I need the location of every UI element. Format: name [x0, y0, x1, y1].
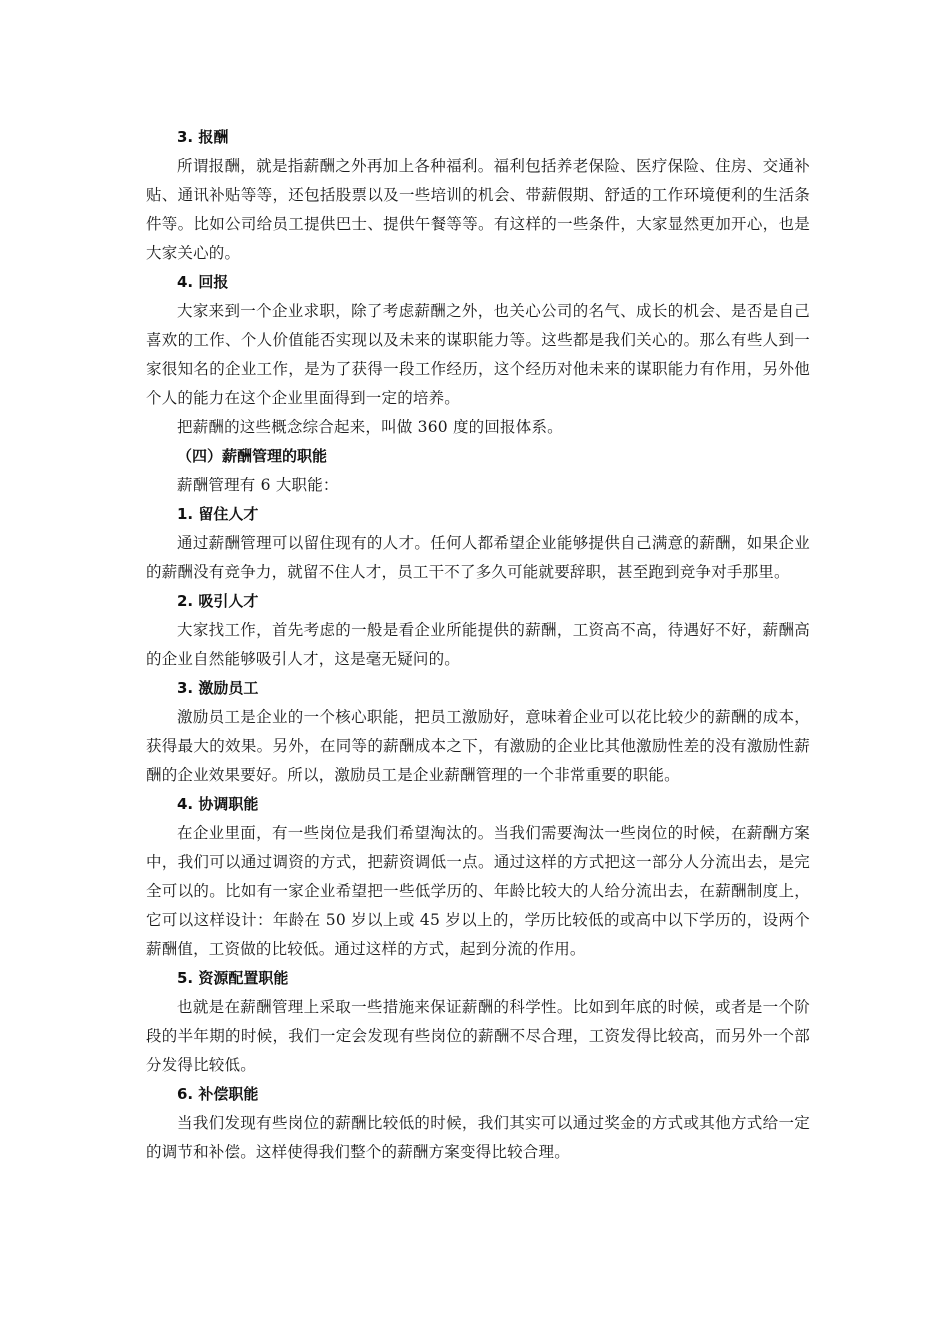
paragraph: 大家来到一个企业求职，除了考虑薪酬之外，也关心公司的名气、成长的机会、是否是自己喜欢的工作、个人价值能否实现以及未来的谋职能力等。这些都是我们关心的。那么有些人到一家很知名的企业工作，是为了获得一段工作经历，这个经历对他未来的谋职能力有作用，另外他个人的能力在这个企业里面得到一定的培养。	[146, 302, 810, 407]
section-heading-compensation: 6. 补偿职能	[177, 1085, 259, 1103]
paragraph: 把薪酬的这些概念综合起来，叫做 360 度的回报体系。	[177, 418, 563, 436]
section-heading-attract-talent: 2. 吸引人才	[177, 592, 259, 610]
paragraph: 通过薪酬管理可以留住现有的人才。任何人都希望企业能够提供自己满意的薪酬，如果企业的薪酬没有竞争力，就留不住人才，员工干不了多久可能就要辞职，甚至跑到竞争对手那里。	[146, 534, 810, 581]
section-heading-resource-allocation: 5. 资源配置职能	[177, 969, 289, 987]
document-body	[146, 123, 810, 1167]
paragraph: 所谓报酬，就是指薪酬之外再加上各种福利。福利包括养老保险、医疗保险、住房、交通补贴、通讯补贴等等，还包括股票以及一些培训的机会、带薪假期、舒适的工作环境便利的生活条件等。比如公司给员工提供巴士、提供午餐等等。有这样的一些条件，大家显然更加开心，也是大家关心的。	[146, 157, 810, 262]
paragraph: 当我们发现有些岗位的薪酬比较低的时候，我们其实可以通过奖金的方式或其他方式给一定的调节和补偿。这样使得我们整个的薪酬方案变得比较合理。	[146, 1114, 810, 1161]
section-heading-functions: （四）薪酬管理的职能	[177, 447, 328, 465]
paragraph: 大家找工作，首先考虑的一般是看企业所能提供的薪酬，工资高不高，待遇好不好，薪酬高的企业自然能够吸引人才，这是毫无疑问的。	[146, 621, 810, 668]
paragraph: 也就是在薪酬管理上采取一些措施来保证薪酬的科学性。比如到年底的时候，或者是一个阶段的半年期的时候，我们一定会发现有些岗位的薪酬不尽合理，工资发得比较高，而另外一个部分发得比较低。	[146, 998, 810, 1074]
section-heading-coordination: 4. 协调职能	[177, 795, 259, 813]
paragraph: 在企业里面，有一些岗位是我们希望淘汰的。当我们需要淘汰一些岗位的时候，在薪酬方案中，我们可以通过调资的方式，把薪资调低一点。通过这样的方式把这一部分人分流出去，是完全可以的。比如有一家企业希望把一些低学历的、年龄比较大的人给分流出去，在薪酬制度上，它可以这样设计：年龄在 50 岁以上或 45 岁以上的，学历比较低的或高中以下学历的，设两个薪酬值，工资做的比较低。通过这样的方式，起到分流的作用。	[146, 824, 810, 958]
section-heading-motivate-staff: 3. 激励员工	[177, 679, 259, 697]
section-heading-retain-talent: 1. 留住人才	[177, 505, 259, 523]
paragraph: 激励员工是企业的一个核心职能，把员工激励好，意味着企业可以花比较少的薪酬的成本，获得最大的效果。另外，在同等的薪酬成本之下，有激励的企业比其他激励性差的没有激励性薪酬的企业效果要好。所以，激励员工是企业薪酬管理的一个非常重要的职能。	[146, 708, 810, 784]
section-heading-return: 4. 回报	[177, 273, 229, 291]
paragraph: 薪酬管理有 6 大职能：	[177, 476, 339, 494]
section-heading-remuneration: 3. 报酬	[177, 128, 229, 146]
